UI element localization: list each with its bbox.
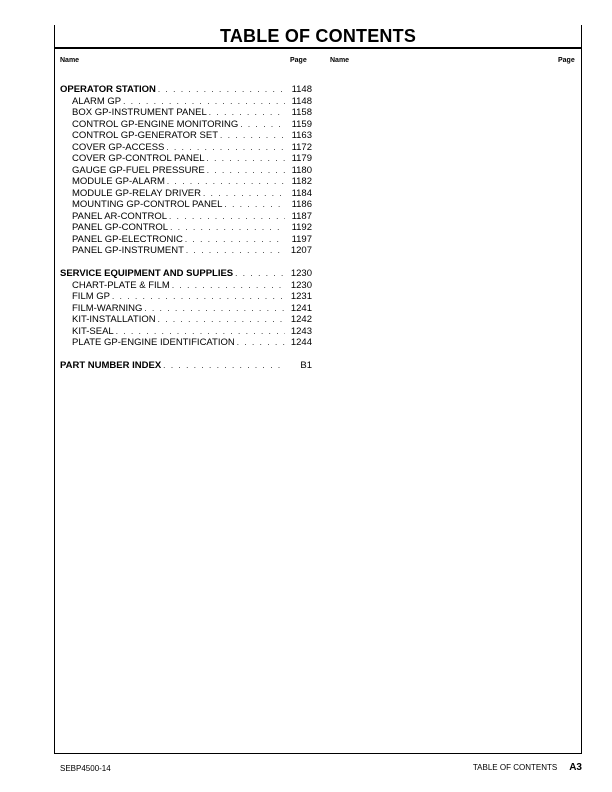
toc-item[interactable] <box>60 142 312 154</box>
toc-section-label: OPERATOR STATION <box>60 84 156 95</box>
toc-item-label: MODULE GP-RELAY DRIVER <box>72 187 201 199</box>
toc-item[interactable] <box>60 280 312 292</box>
toc-item-page: 1172 <box>291 141 312 153</box>
column-header-page-right: Page <box>558 57 575 64</box>
toc-item-label: ALARM GP <box>72 95 122 107</box>
dot-leader <box>237 337 285 349</box>
toc-item-label: PLATE GP-ENGINE IDENTIFICATION <box>72 337 235 348</box>
dot-leader <box>172 280 285 292</box>
dot-leader <box>207 153 286 165</box>
dot-leader <box>209 107 285 119</box>
dot-leader <box>224 199 285 211</box>
toc-item-page: 1207 <box>290 245 312 256</box>
toc-item-label: PANEL GP-CONTROL <box>72 222 169 233</box>
toc-item-page: 1186 <box>291 199 312 210</box>
dot-leader <box>207 165 285 177</box>
toc-item-page: 1230 <box>290 279 312 291</box>
dot-leader <box>166 142 285 154</box>
toc-section[interactable] <box>60 268 312 280</box>
toc-item-page: 1159 <box>291 118 312 130</box>
toc-item-page: 1180 <box>291 164 312 176</box>
toc-item-page: 1187 <box>291 210 312 222</box>
toc-item[interactable] <box>60 119 312 131</box>
title-rule <box>54 47 582 49</box>
toc-item-label: CONTROL GP-GENERATOR SET <box>72 130 219 141</box>
toc-item[interactable] <box>60 130 312 142</box>
toc-item[interactable] <box>60 165 312 177</box>
toc-item-label: CONTROL GP-ENGINE MONITORING <box>72 118 239 130</box>
toc-section[interactable] <box>60 84 312 96</box>
toc-item-label: BOX GP-INSTRUMENT PANEL <box>72 107 207 118</box>
dot-leader <box>116 326 285 338</box>
toc-item-page: 1241 <box>290 302 312 314</box>
toc-item-label: COVER GP-ACCESS <box>72 141 165 153</box>
toc-item-page: 1182 <box>291 176 312 187</box>
toc-item-page: 1242 <box>290 314 312 325</box>
toc-item[interactable] <box>60 96 312 108</box>
toc-item-label: CHART-PLATE & FILM <box>72 279 170 291</box>
toc-item-label: PANEL GP-ELECTRONIC <box>72 233 183 245</box>
toc-item[interactable] <box>60 337 312 349</box>
dot-leader <box>240 119 285 131</box>
dot-leader <box>220 130 285 142</box>
footer-section-name: TABLE OF CONTENTS <box>472 763 558 772</box>
toc-item-label: GAUGE GP-FUEL PRESSURE <box>72 164 205 176</box>
toc-section-page: B1 <box>300 360 312 371</box>
toc-item-page: 1163 <box>291 130 312 141</box>
toc-section[interactable] <box>60 360 312 372</box>
toc-section-label: SERVICE EQUIPMENT AND SUPPLIES <box>60 268 234 279</box>
toc-item-label: COVER GP-CONTROL PANEL <box>72 153 205 164</box>
toc-item-page: 1158 <box>291 107 312 118</box>
toc-item-label: FILM GP <box>72 291 111 302</box>
dot-leader <box>163 360 285 372</box>
toc-section-page: 1230 <box>290 268 312 279</box>
toc-item-label: FILM-WARNING <box>72 302 143 314</box>
toc-item[interactable] <box>60 176 312 188</box>
column-header-page-left: Page <box>290 57 307 64</box>
column-header-name-right: Name <box>330 57 350 64</box>
toc-item[interactable] <box>60 222 312 234</box>
footer-doc-id: SEBP4500-14 <box>60 764 111 773</box>
toc-item[interactable] <box>60 291 312 303</box>
toc-item-page: 1179 <box>291 153 312 164</box>
toc-item[interactable] <box>60 153 312 165</box>
toc-item-page: 1231 <box>290 291 312 302</box>
toc-item-label: PANEL GP-INSTRUMENT <box>72 245 184 256</box>
dot-leader <box>185 234 285 246</box>
dot-leader <box>170 222 285 234</box>
dot-leader <box>112 291 285 303</box>
toc-item-page: 1184 <box>291 187 312 199</box>
toc-item-label: MODULE GP-ALARM <box>72 176 165 187</box>
toc-item[interactable] <box>60 211 312 223</box>
section-gap <box>60 349 312 361</box>
dot-leader <box>186 245 285 257</box>
toc-item-label: KIT-SEAL <box>72 325 114 337</box>
footer-right <box>473 762 582 773</box>
dot-leader <box>144 303 285 315</box>
toc-list <box>60 84 312 372</box>
column-header-name-left: Name <box>60 57 80 64</box>
toc-item-page: 1243 <box>290 325 312 337</box>
footer-page-number: A3 <box>569 762 582 773</box>
toc-item[interactable] <box>60 188 312 200</box>
toc-item-page: 1148 <box>291 95 312 107</box>
dot-leader <box>167 176 285 188</box>
toc-item-page: 1244 <box>290 337 312 348</box>
toc-item-label: MOUNTING GP-CONTROL PANEL <box>72 199 223 210</box>
toc-item[interactable] <box>60 107 312 119</box>
page-title: TABLE OF CONTENTS <box>219 26 417 46</box>
toc-item-page: 1197 <box>291 233 312 245</box>
toc-item-page: 1192 <box>291 222 312 233</box>
dot-leader <box>158 84 285 96</box>
dot-leader <box>169 211 285 223</box>
toc-item[interactable] <box>60 314 312 326</box>
toc-item[interactable] <box>60 303 312 315</box>
dot-leader <box>123 96 285 108</box>
dot-leader <box>158 314 285 326</box>
dot-leader <box>203 188 285 200</box>
dot-leader <box>235 268 285 280</box>
section-gap <box>60 257 312 269</box>
toc-item-label: KIT-INSTALLATION <box>72 314 156 325</box>
toc-item[interactable] <box>60 245 312 257</box>
toc-item[interactable] <box>60 234 312 246</box>
toc-item[interactable] <box>60 199 312 211</box>
toc-section-label: PART NUMBER INDEX <box>60 360 162 371</box>
toc-item[interactable] <box>60 326 312 338</box>
toc-section-page: 1148 <box>291 84 312 95</box>
toc-item-label: PANEL AR-CONTROL <box>72 210 168 222</box>
